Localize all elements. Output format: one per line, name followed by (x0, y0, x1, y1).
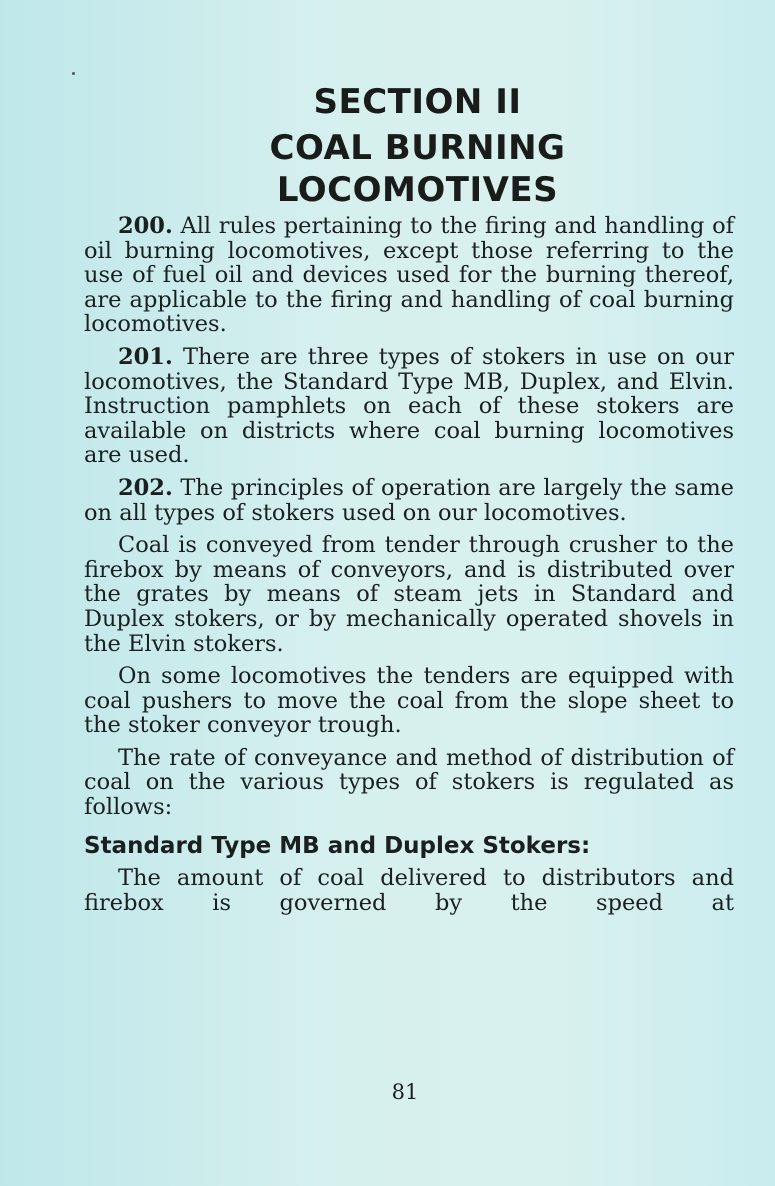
paragraph-text: There are three types of stokers in use on our locomotives, the Standard Type MB, Duplex, and Elvin. Instruction pamphlets on each of these stokers are available on districts where coal burning locomotives are used. (84, 343, 735, 469)
paragraph-201 (84, 345, 734, 468)
paragraph-text: On some locomotives the tenders are equipped with coal pushers to move the coal from the slope sheet to the stoker conveyor trough. (84, 663, 734, 739)
paragraph-202 (84, 476, 734, 525)
paragraph-distributors (84, 866, 734, 915)
paragraph-rate (84, 746, 734, 820)
section-body (84, 214, 734, 923)
section-title-line-2: LOCOMOTIVES (276, 170, 559, 210)
section-title-line-1: COAL BURNING (269, 128, 566, 168)
section-heading: SECTION II (313, 82, 522, 122)
paragraph-conveying (84, 533, 734, 656)
rule-number: 202. (118, 474, 173, 501)
paragraph-text: The amount of coal delivered to distributors and firebox is governed by the speed at (84, 865, 734, 916)
rule-number: 200. (118, 213, 173, 239)
subsection-heading: Standard Type MB and Duplex Stokers: (84, 832, 591, 859)
page-number: 81 (391, 1080, 419, 1104)
paragraph-text: The rate of conveyance and method of distribution of coal on the various types of stokers is regulated as follows: (84, 744, 734, 821)
paragraph-text: Coal is conveyed from tender through crusher to the firebox by means of conveyors, and is distributed over the grates by means of steam jets in Standard and Duplex stokers, or by mechanically operated shovels in the Elvin stokers. (84, 532, 734, 657)
paragraph-coal-pushers (84, 664, 734, 738)
paragraph-text: All rules pertaining to the firing and handling of oil burning locomotives, except those referring to the use of fuel oil and devices used for the burning thereof, are applicable to the firing and handling of coal burning locomotives. (84, 213, 734, 338)
rule-number: 201. (118, 343, 173, 370)
paragraph-text: The principles of operation are largely the same on all types of stokers used on our locomotives. (84, 474, 734, 526)
paragraph-200 (84, 214, 734, 337)
page-speck (72, 72, 75, 75)
